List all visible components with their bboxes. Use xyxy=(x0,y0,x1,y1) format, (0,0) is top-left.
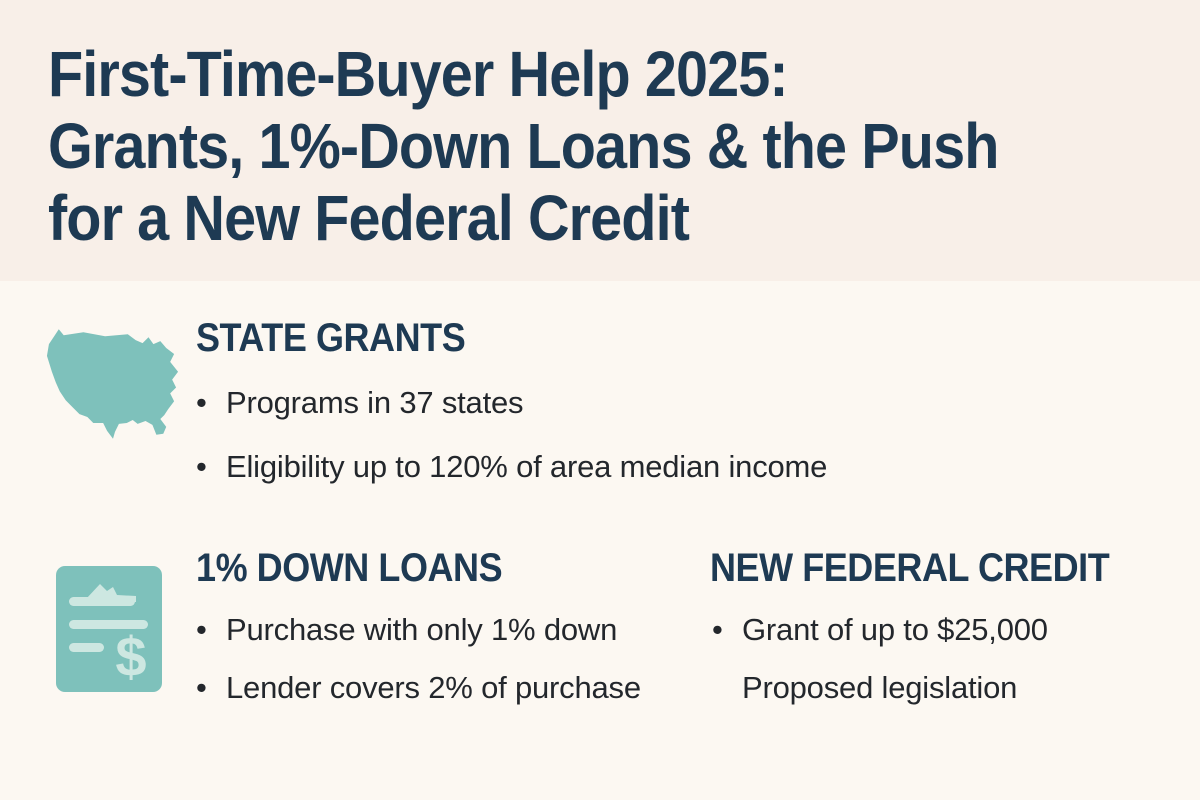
usa-map-icon xyxy=(44,326,182,444)
down-loans-bullet-list xyxy=(196,610,641,726)
bullet-dot: • xyxy=(196,449,207,484)
bullet-text: Proposed legislation xyxy=(742,670,1018,705)
federal-credit-bullet-list xyxy=(712,610,1048,726)
bullet-item xyxy=(712,610,1048,650)
headline-line-3: for a New Federal Credit xyxy=(48,182,689,254)
loan-document-icon xyxy=(56,566,162,692)
bullet-dot: • xyxy=(196,670,207,705)
bullet-text: Purchase with only 1% down xyxy=(226,612,618,647)
dollar-sign-glyph: $ xyxy=(115,625,147,688)
bullet-item xyxy=(196,383,827,423)
bullet-text: Eligibility up to 120% of area median income xyxy=(226,449,828,484)
state-grants-bullet-list xyxy=(196,383,827,511)
bullet-dot: • xyxy=(196,385,207,420)
bullet-item xyxy=(196,447,827,487)
section-heading-new-federal-credit: NEW FEDERAL CREDIT xyxy=(710,546,1110,590)
bullet-text: Programs in 37 states xyxy=(226,385,524,420)
bullet-item xyxy=(712,668,1048,708)
bullet-item xyxy=(196,668,641,708)
section-heading-state-grants: STATE GRANTS xyxy=(196,316,466,360)
bullet-text: Grant of up to $25,000 xyxy=(742,612,1048,647)
headline-line-1: First-Time-Buyer Help 2025: xyxy=(48,38,788,110)
bullet-dot: • xyxy=(712,612,723,647)
headline xyxy=(48,38,1110,254)
headline-line-2: Grants, 1%-Down Loans & the Push xyxy=(48,110,999,182)
section-heading-1-percent-down-loans: 1% DOWN LOANS xyxy=(196,546,503,590)
bullet-text: Lender covers 2% of purchase xyxy=(226,670,641,705)
bullet-dot: • xyxy=(196,612,207,647)
bullet-item xyxy=(196,610,641,650)
